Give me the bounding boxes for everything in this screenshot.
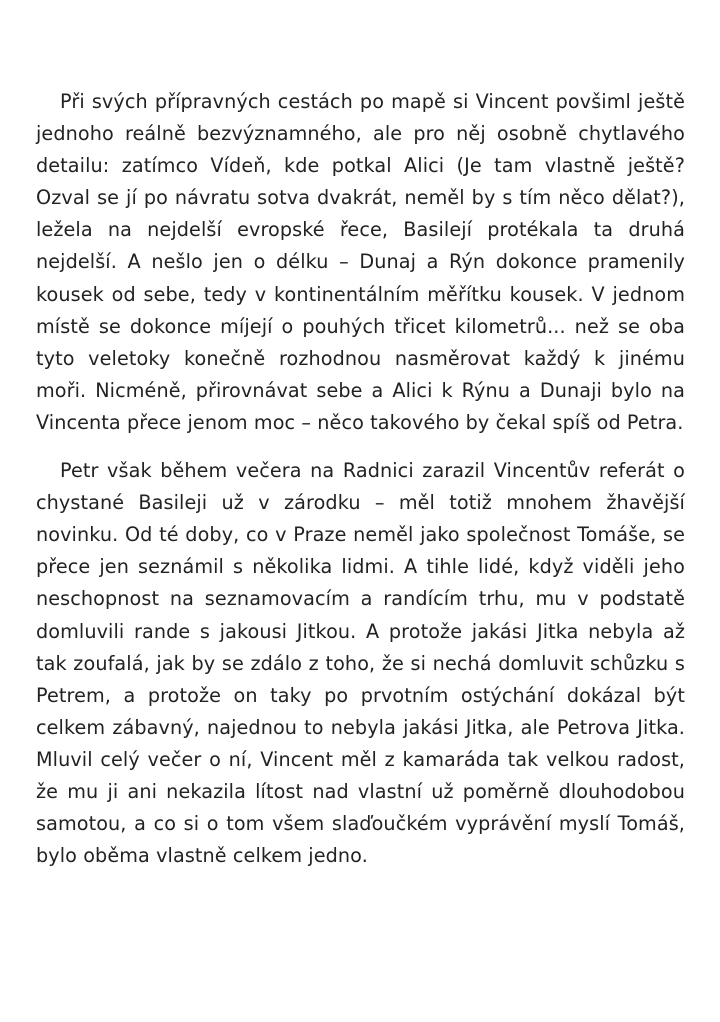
document-page (36, 86, 685, 872)
paragraph-1: Při svých přípravných cestách po mapě si Vincent povšiml ještě jednoho reálně bezvýznamného, ale pro něj osobně chytlavého detailu: zatímco Vídeň, kde potkal Alici (Je tam vlastně ještě? Ozval se jí po návratu sotva dvakrát, neměl by s tím něco dělat?), ležela na nejdelší evropské řece, Basilejí protékala ta druhá nejdelší. A nešlo jen o délku – Dunaj a Rýn dokonce pramenily kousek od sebe, tedy v kontinentálním měřítku kousek. V jednom místě se dokonce míjejí o pouhých třicet kilometrů... než se oba tyto veletoky konečně rozhodnou nasměrovat každý k jinému moři. Nicméně, přirovnávat sebe a Alici k Rýnu a Dunaji bylo na Vincenta přece jenom moc – něco takového by čekal spíš od Petra. (36, 90, 685, 434)
paragraph-2: Petr však během večera na Radnici zarazil Vincentův referát o chystané Basileji už v zárodku – měl totiž mnohem žhavější novinku. Od té doby, co v Praze neměl jako společnost Tomáše, se přece jen seznámil s několika lidmi. A tihle lidé, když viděli jeho neschopnost na seznamovacím a randícím trhu, mu v podstatě domluvili rande s jakousi Jitkou. A protože jakási Jitka nebyla až tak zoufalá, jak by se zdálo z toho, že si nechá domluvit schůzku s Petrem, a protože on taky po prvotním ostýchání dokázal být celkem zábavný, najednou to nebyla jakási Jitka, ale Petrova Jitka. Mluvil celý večer o ní, Vincent měl z kamaráda tak velkou radost, že mu ji ani nekazila lítost nad vlastní už poměrně dlouhodobou samotou, a co si o tom všem slaďoučkém vyprávění myslí Tomáš, bylo oběma vlastně celkem jedno. (36, 459, 685, 868)
